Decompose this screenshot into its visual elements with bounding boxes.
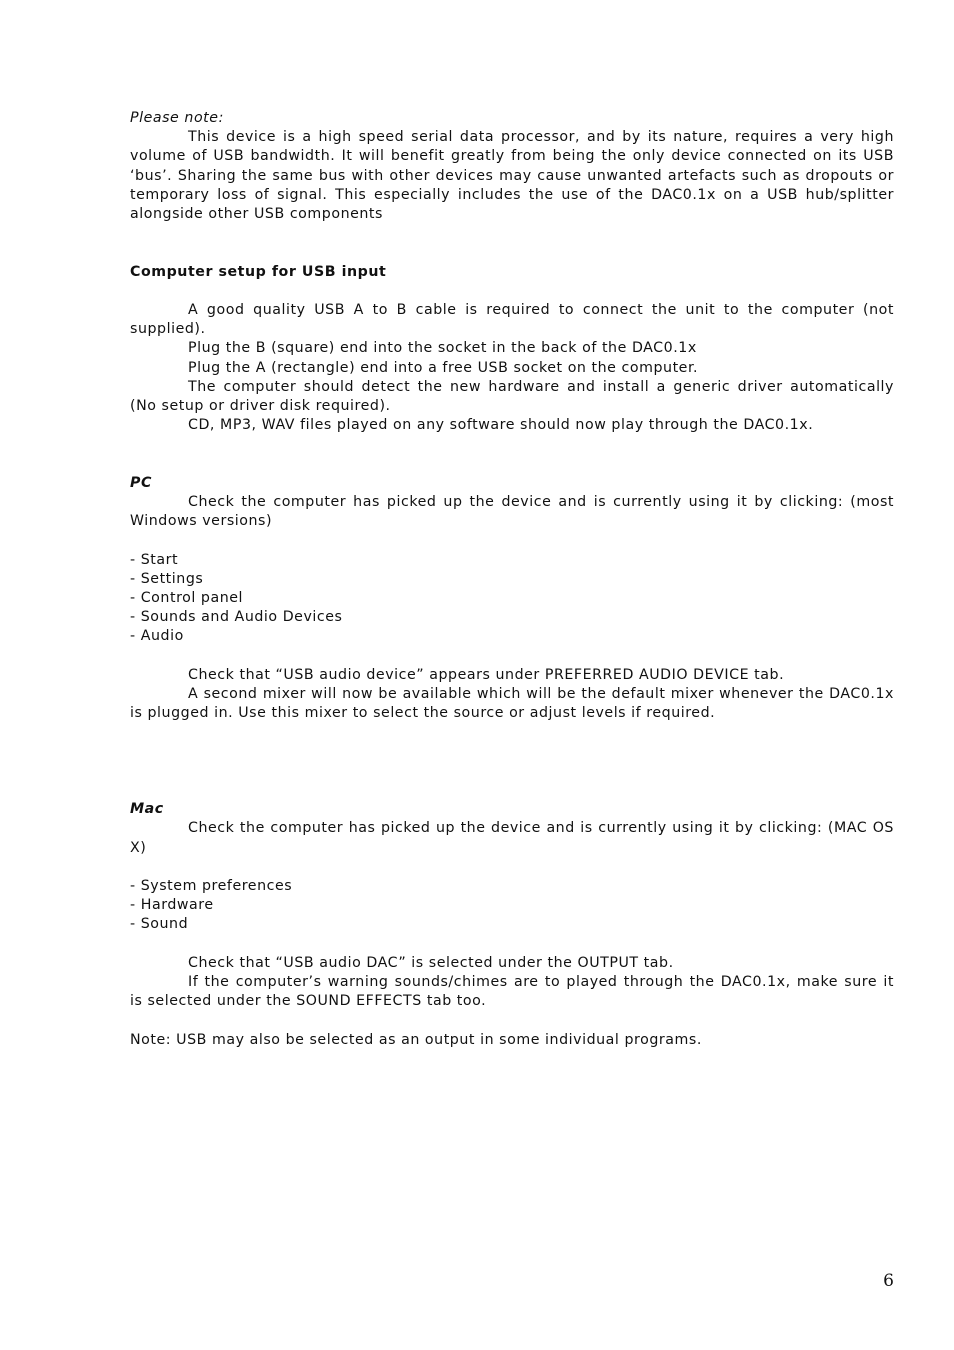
spacer (130, 531, 894, 550)
note-paragraph: This device is a high speed serial data processor, and by its nature, requires a very high volume of USB bandwidth. It will benefit greatly from being the only device connected on its USB ‘bus’. Sharing the same bus with other devices may cause unwanted artefacts such as dropouts or temporary loss of signal. This especially includes the use of the DAC0.1x on a USB hub/splitter alongside other USB components (130, 129, 894, 223)
setup-paragraph-plug-b: Plug the B (square) end into the socket in the back of the DAC0.1x (188, 340, 697, 357)
page-number: 6 (883, 1271, 894, 1291)
list-item: - Sound (130, 916, 189, 933)
list-item: - Sounds and Audio Devices (130, 609, 343, 626)
pc-intro: Check the computer has picked up the device and is currently using it by clicking: (most Windows versions) (130, 494, 894, 530)
pc-paragraph-check: Check that “USB audio device” appears under PREFERRED AUDIO DEVICE tab. (188, 666, 785, 683)
setup-paragraph-detect: The computer should detect the new hardware and install a generic driver automatically (No setup or driver disk required). (130, 378, 894, 415)
setup-paragraph-cable: A good quality USB A to B cable is required to connect the unit to the computer (not supplied). (130, 302, 894, 338)
note-heading: Please note: (130, 110, 224, 126)
list-item: - Hardware (130, 897, 214, 914)
mac-footnote: Note: USB may also be selected as an output in some individual programs. (130, 1031, 702, 1048)
list-item: - System preferences (130, 878, 293, 895)
spacer (130, 858, 894, 877)
pc-steps-list (130, 551, 894, 647)
mac-paragraph-sound-effects: If the computer’s warning sounds/chimes are to played through the DAC0.1x, make sure it is selected under the SOUND EFFECTS tab too. (130, 974, 894, 1010)
spacer (130, 1011, 894, 1030)
document-page (130, 109, 894, 1050)
list-item: - Control panel (130, 590, 244, 607)
spacer (130, 435, 894, 473)
spacer (130, 224, 894, 262)
spacer (130, 647, 894, 666)
pc-heading: PC (130, 474, 152, 491)
mac-steps-list (130, 877, 894, 935)
setup-heading: Computer setup for USB input (130, 263, 387, 280)
mac-paragraph-check: Check that “USB audio DAC” is selected under the OUTPUT tab. (188, 954, 674, 971)
spacer (130, 723, 894, 800)
setup-paragraph-play: CD, MP3, WAV files played on any software should now play through the DAC0.1x. (188, 417, 814, 434)
setup-paragraph-plug-a: Plug the A (rectangle) end into a free USB socket on the computer. (188, 359, 699, 376)
list-item: - Start (130, 551, 179, 568)
list-item: - Settings (130, 570, 204, 587)
mac-intro: Check the computer has picked up the device and is currently using it by clicking: (MAC OS X) (130, 820, 894, 856)
list-item: - Audio (130, 628, 184, 645)
mac-heading: Mac (130, 801, 164, 818)
spacer (130, 935, 894, 954)
pc-paragraph-mixer: A second mixer will now be available which will be the default mixer whenever the DAC0.1x is plugged in. Use this mixer to select the source or adjust levels if required. (130, 686, 894, 722)
spacer (130, 282, 894, 301)
